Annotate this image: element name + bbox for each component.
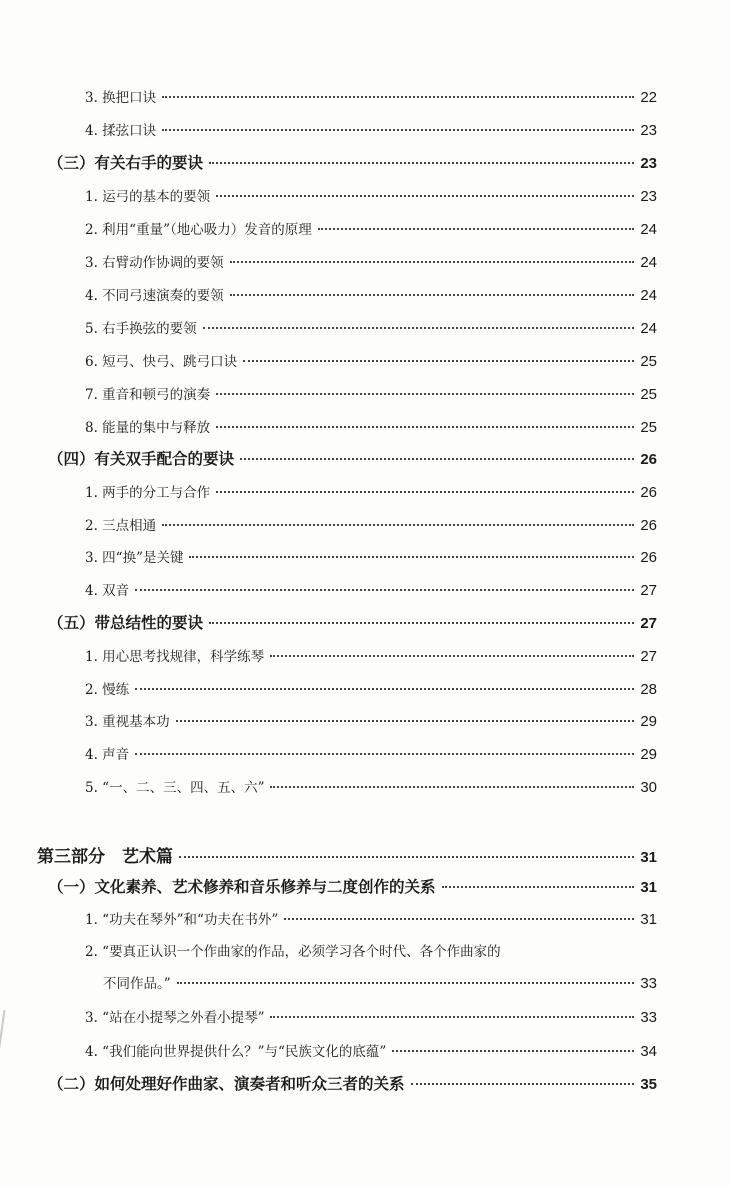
toc-section-label: （四）有关双手配合的要诀 xyxy=(48,449,235,468)
toc-entry[interactable] xyxy=(85,383,657,403)
toc-entry[interactable] xyxy=(85,284,657,304)
toc-section[interactable] xyxy=(48,875,657,897)
toc-entry-label: 1. 运弓的基本的要领 xyxy=(85,189,211,205)
leader-dots xyxy=(216,426,634,428)
leader-dots xyxy=(240,458,634,460)
leader-dots xyxy=(230,294,635,296)
toc-entry-label: 3. 重视基本功 xyxy=(85,714,170,730)
leader-dots xyxy=(209,622,634,624)
toc-entry-page: 26 xyxy=(640,549,657,566)
toc-entry-page: 24 xyxy=(640,221,657,238)
toc-entry-page: 33 xyxy=(640,1009,657,1026)
leader-dots xyxy=(270,786,634,788)
toc-section-page: 27 xyxy=(640,615,657,632)
leader-dots xyxy=(216,195,634,197)
toc-entry[interactable] xyxy=(85,514,657,534)
toc-entry-page: 25 xyxy=(640,353,657,370)
leader-dots xyxy=(135,753,634,755)
leader-dots xyxy=(270,655,634,657)
toc-entry[interactable] xyxy=(85,119,657,139)
toc-entry-label: 2. 利用“重量”（地心吸力）发音的原理 xyxy=(85,222,312,238)
leader-dots xyxy=(135,688,634,690)
toc-entry-page: 25 xyxy=(640,419,657,436)
toc-entry-page: 26 xyxy=(640,517,657,534)
toc-entry-label: 3. 换把口诀 xyxy=(85,90,157,106)
leader-dots xyxy=(392,1050,634,1052)
toc-entry-label: 1. 用心思考找规律，科学练琴 xyxy=(85,649,265,665)
leader-dots xyxy=(270,1016,634,1018)
toc-entry-label: 2. 慢练 xyxy=(85,682,130,698)
toc-entry-page: 26 xyxy=(640,484,657,501)
scan-mark xyxy=(0,1010,5,1060)
toc-entry[interactable] xyxy=(85,546,657,566)
toc-section-label: （一）文化素养、艺术修养和音乐修养与二度创作的关系 xyxy=(48,877,436,896)
toc-entry[interactable] xyxy=(103,972,657,992)
leader-dots xyxy=(442,886,635,888)
leader-dots xyxy=(243,360,634,362)
toc-entry-label: 8. 能量的集中与释放 xyxy=(85,420,211,436)
toc-entry-label: 6. 短弓、快弓、跳弓口诀 xyxy=(85,354,238,370)
leader-dots xyxy=(230,261,635,263)
toc-entry[interactable] xyxy=(85,350,657,370)
toc-entry-label: 3. 右臂动作协调的要领 xyxy=(85,255,224,271)
toc-entry-page: 27 xyxy=(640,582,657,599)
toc-entry-label: 2. 三点相通 xyxy=(85,518,157,534)
toc-entry-label: 5. “一、二、三、四、五、六” xyxy=(85,780,265,796)
toc-entry-page: 25 xyxy=(640,386,657,403)
toc-part[interactable] xyxy=(37,842,657,867)
toc-entry-page: 23 xyxy=(640,188,657,205)
toc-entry-label: 5. 右手换弦的要领 xyxy=(85,321,197,337)
toc-entry-page: 24 xyxy=(640,320,657,337)
toc-entry[interactable] xyxy=(85,579,657,599)
toc-entry[interactable] xyxy=(85,1040,657,1060)
toc-entry-page: 28 xyxy=(640,681,657,698)
leader-dots xyxy=(135,589,634,591)
toc-entry-page: 29 xyxy=(640,713,657,730)
toc-section-page: 26 xyxy=(640,451,657,468)
toc-entry-label: 4. 声音 xyxy=(85,747,130,763)
leader-dots xyxy=(189,556,634,558)
toc-entry[interactable] xyxy=(85,317,657,337)
toc-entry-label: 3. 四“换”是关键 xyxy=(85,550,184,566)
leader-dots xyxy=(162,96,634,98)
toc-entry-page: 24 xyxy=(640,254,657,271)
toc-entry[interactable] xyxy=(85,645,657,665)
toc-part-label: 第三部分 艺术篇 xyxy=(37,847,173,867)
toc-entry-page: 23 xyxy=(640,122,657,139)
toc-entry[interactable] xyxy=(85,678,657,698)
leader-dots xyxy=(162,524,634,526)
toc-section-page: 35 xyxy=(640,1076,657,1093)
toc-entry[interactable] xyxy=(85,86,657,106)
toc-entry-page: 27 xyxy=(640,648,657,665)
toc-entry[interactable] xyxy=(85,743,657,763)
toc-entry-label: 1. 两手的分工与合作 xyxy=(85,485,211,501)
toc-entry-label: 不同作品。” xyxy=(103,976,171,992)
toc-section-page: 31 xyxy=(640,879,657,896)
toc-entry-page: 24 xyxy=(640,287,657,304)
toc-entry[interactable] xyxy=(85,251,657,271)
toc-entry[interactable] xyxy=(85,416,657,436)
toc-entry-label: 7. 重音和顿弓的演奏 xyxy=(85,387,211,403)
toc-section-label: （三）有关右手的要诀 xyxy=(48,153,204,172)
leader-dots xyxy=(177,982,635,984)
toc-section[interactable] xyxy=(48,151,657,173)
toc-entry-label: 4. 双音 xyxy=(85,583,130,599)
toc-entry-page: 29 xyxy=(640,746,657,763)
leader-dots xyxy=(216,393,634,395)
leader-dots xyxy=(176,720,635,722)
leader-dots xyxy=(209,162,634,164)
toc-entry[interactable] xyxy=(85,908,657,928)
leader-dots xyxy=(411,1083,635,1085)
toc-entry[interactable] xyxy=(85,481,657,501)
toc-entry-label: 4. 揉弦口诀 xyxy=(85,123,157,139)
toc-entry[interactable] xyxy=(85,710,657,730)
toc-entry-page: 33 xyxy=(640,975,657,992)
toc-entry-page: 22 xyxy=(640,89,657,106)
toc-section-page: 23 xyxy=(640,155,657,172)
leader-dots xyxy=(162,129,634,131)
leader-dots xyxy=(284,918,634,920)
toc-section[interactable] xyxy=(48,611,657,633)
toc-entry[interactable] xyxy=(85,1006,657,1026)
toc-entry[interactable] xyxy=(85,776,657,796)
toc-entry-page: 34 xyxy=(640,1043,657,1060)
toc-entry-label: 3. “站在小提琴之外看小提琴” xyxy=(85,1010,265,1026)
toc-entry-label: 1. “功夫在琴外”和“功夫在书外” xyxy=(85,912,279,928)
leader-dots xyxy=(179,856,634,858)
toc-entry[interactable] xyxy=(85,218,657,238)
leader-dots xyxy=(318,228,635,230)
leader-dots xyxy=(203,327,635,329)
toc-section-label: （二）如何处理好作曲家、演奏者和听众三者的关系 xyxy=(48,1074,405,1093)
toc-section[interactable] xyxy=(48,447,657,469)
toc-entry-label: 4. “我们能向世界提供什么？”与“民族文化的底蕴” xyxy=(85,1044,387,1060)
toc-entry-label: 4. 不同弓速演奏的要领 xyxy=(85,288,224,304)
leader-dots xyxy=(216,491,634,493)
toc-entry[interactable] xyxy=(85,185,657,205)
toc-entry-page: 30 xyxy=(640,779,657,796)
toc-entry-label-line1[interactable]: 2. “要真正认识一个作曲家的作品，必须学习各个时代、各个作曲家的 xyxy=(85,944,501,960)
toc-entry-page: 31 xyxy=(640,911,657,928)
toc-part-page: 31 xyxy=(640,849,657,866)
toc-section-label: （五）带总结性的要诀 xyxy=(48,613,204,632)
toc-section[interactable] xyxy=(48,1072,657,1094)
